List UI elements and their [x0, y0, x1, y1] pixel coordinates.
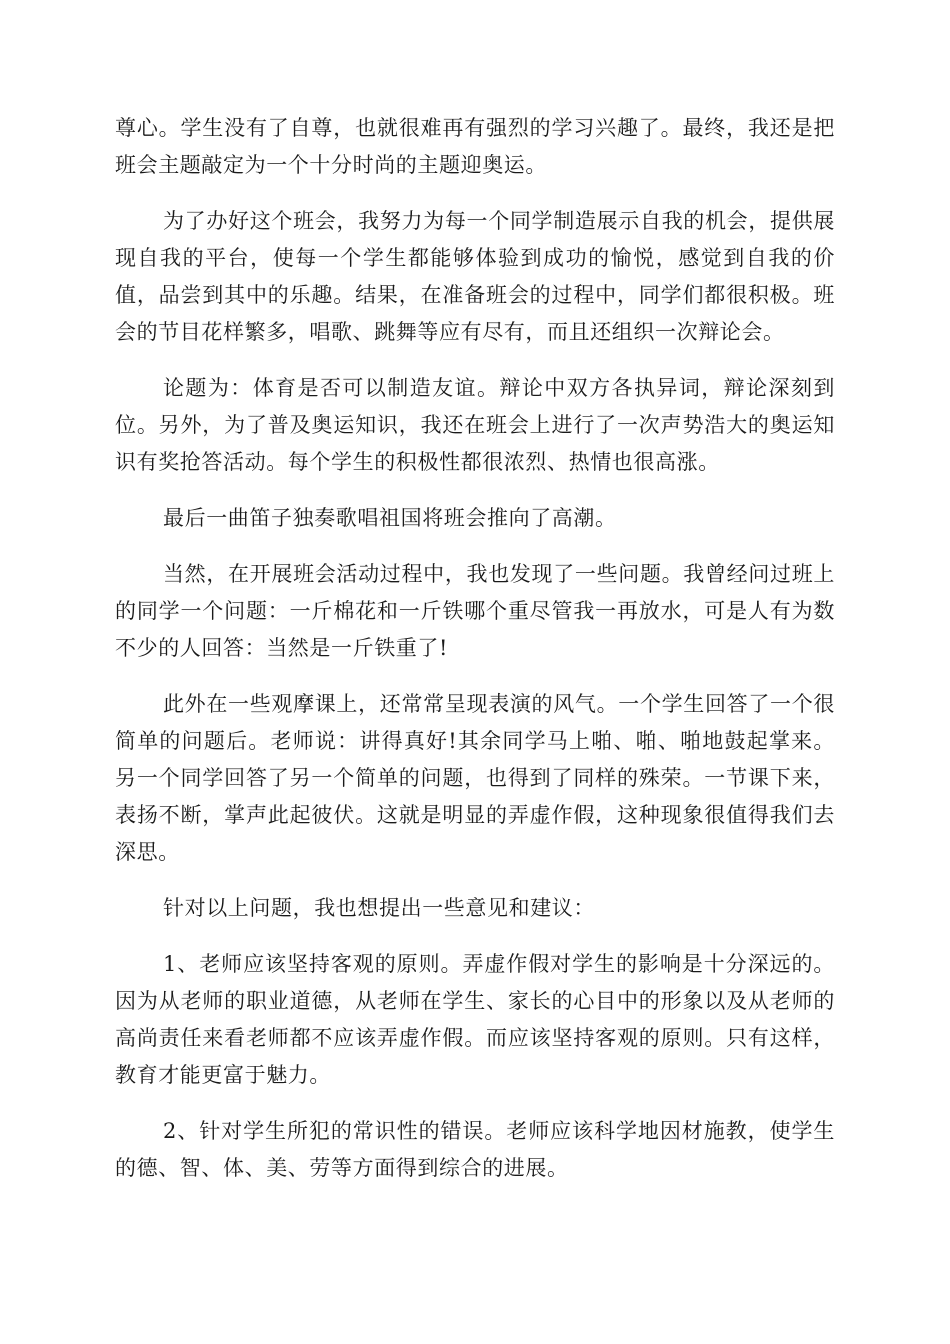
- paragraph-suggestion-1: 1、老师应该坚持客观的原则。弄虚作假对学生的影响是十分深远的。因为从老师的职业道德，从老师在学生、家长的心目中的形象以及从老师的高尚责任来看老师都不应该弄虚作假。而应该坚持客观的原则。只有这样，教育才能更富于魅力。: [115, 952, 835, 1087]
- paragraph-suggestions-intro: 针对以上问题，我也想提出一些意见和建议：: [163, 896, 595, 920]
- paragraph-debate-topic: 论题为：体育是否可以制造友谊。辩论中双方各执异词，辩论深刻到位。另外，为了普及奥运知识，我还在班会上进行了一次声势浩大的奥运知识有奖抢答活动。每个学生的积极性都很浓烈、热情也很高涨。: [115, 376, 835, 474]
- paragraph-suggestion-2: 2、针对学生所犯的常识性的错误。老师应该科学地因材施教，使学生的德、智、体、美、劳等方面得到综合的进展。: [115, 1119, 835, 1180]
- paragraph-flute-solo: 最后一曲笛子独奏歌唱祖国将班会推向了高潮。: [163, 506, 617, 530]
- paragraph-class-meeting-preparation: 为了办好这个班会，我努力为每一个同学制造展示自我的机会，提供展现自我的平台，使每一个学生都能够体验到成功的愉悦，感觉到自我的价值，品尝到其中的乐趣。结果，在准备班会的过程中，同学们都很积极。班会的节目花样繁多，唱歌、跳舞等应有尽有，而且还组织一次辩论会。: [115, 209, 835, 344]
- paragraph-observation-class: 此外在一些观摩课上，还常常呈现表演的风气。一个学生回答了一个很简单的问题后。老师说：讲得真好!其余同学马上啪、啪、啪地鼓起掌来。另一个同学回答了另一个简单的问题，也得到了同样的殊荣。一节课下来，表扬不断，掌声此起彼伏。这就是明显的弄虚作假，这种现象很值得我们去深思。: [115, 692, 835, 864]
- paragraph-problems-found: 当然，在开展班会活动过程中，我也发现了一些问题。我曾经问过班上的同学一个问题：一斤棉花和一斤铁哪个重尽管我一再放水，可是人有为数不少的人回答：当然是一斤铁重了!: [115, 562, 835, 660]
- document-body: [115, 110, 835, 1206]
- paragraph-continuation: 尊心。学生没有了自尊，也就很难再有强烈的学习兴趣了。最终，我还是把班会主题敲定为一个十分时尚的主题迎奥运。: [115, 116, 835, 177]
